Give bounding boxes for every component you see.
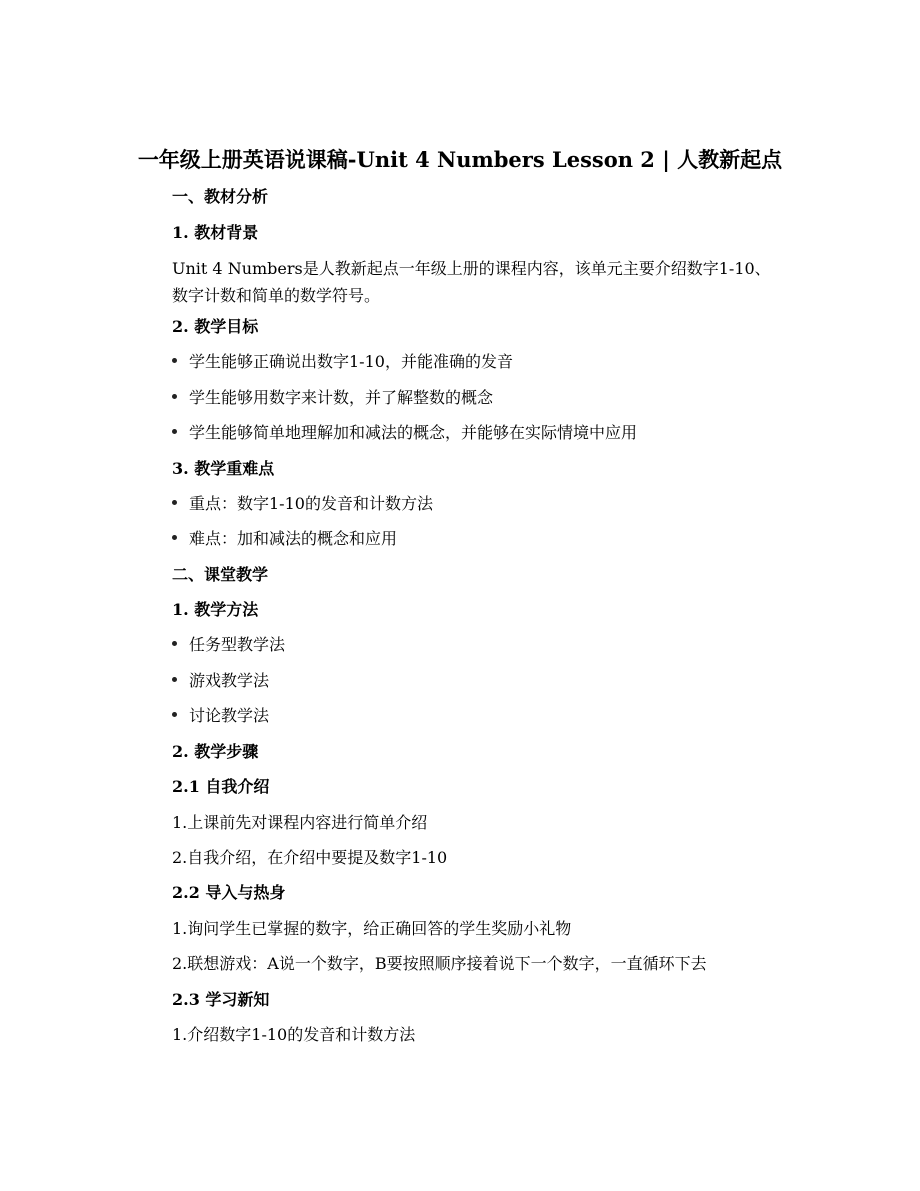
list-item-intro-2: 2.自我介绍，在介绍中要提及数字1-10 bbox=[172, 848, 448, 867]
bullet-icon bbox=[172, 394, 177, 399]
bullet-icon bbox=[172, 641, 177, 646]
bullet-icon bbox=[172, 429, 177, 434]
subheading-background: 1. 教材背景 bbox=[172, 223, 259, 242]
subheading-self-intro: 2.1 自我介绍 bbox=[172, 777, 270, 796]
bullet-icon bbox=[172, 358, 177, 363]
list-item-new-knowledge-1: 1.介绍数字1-10的发音和计数方法 bbox=[172, 1025, 416, 1044]
list-item-method-2: 游戏教学法 bbox=[172, 669, 269, 693]
section-heading-classroom-teaching: 二、课堂教学 bbox=[172, 565, 269, 584]
list-item-warmup-2: 2.联想游戏：A说一个数字，B要按照顺序接着说下一个数字，一直循环下去 bbox=[172, 954, 707, 973]
subheading-warmup: 2.2 导入与热身 bbox=[172, 883, 286, 902]
list-item-goal-2: 学生能够用数字来计数，并了解整数的概念 bbox=[172, 386, 493, 410]
list-item-intro-1: 1.上课前先对课程内容进行简单介绍 bbox=[172, 813, 428, 832]
list-item-method-3: 讨论教学法 bbox=[172, 704, 269, 728]
list-item-keypoint-1: 重点：数字1-10的发音和计数方法 bbox=[172, 492, 433, 516]
subheading-methods: 1. 教学方法 bbox=[172, 600, 259, 619]
bullet-icon bbox=[172, 677, 177, 682]
background-paragraph: Unit 4 Numbers是人教新起点一年级上册的课程内容，该单元主要介绍数字1-10、数字计数和简单的数学符号。 bbox=[172, 259, 771, 305]
document-title: 一年级上册英语说课稿-Unit 4 Numbers Lesson 2 | 人教新起点 bbox=[137, 147, 783, 172]
subheading-new-knowledge: 2.3 学习新知 bbox=[172, 990, 270, 1009]
list-item-method-1: 任务型教学法 bbox=[172, 633, 285, 657]
list-item-goal-1: 学生能够正确说出数字1-10，并能准确的发音 bbox=[172, 350, 513, 374]
list-item-warmup-1: 1.询问学生已掌握的数字，给正确回答的学生奖励小礼物 bbox=[172, 919, 572, 938]
bullet-icon bbox=[172, 500, 177, 505]
bullet-icon bbox=[172, 712, 177, 717]
subheading-goals: 2. 教学目标 bbox=[172, 317, 259, 336]
subheading-steps: 2. 教学步骤 bbox=[172, 742, 259, 761]
subheading-keypoints: 3. 教学重难点 bbox=[172, 459, 275, 478]
list-item-goal-3: 学生能够简单地理解加和减法的概念，并能够在实际情境中应用 bbox=[172, 421, 637, 445]
bullet-icon bbox=[172, 535, 177, 540]
section-heading-material-analysis: 一、教材分析 bbox=[172, 187, 269, 206]
list-item-keypoint-2: 难点：加和减法的概念和应用 bbox=[172, 527, 397, 551]
